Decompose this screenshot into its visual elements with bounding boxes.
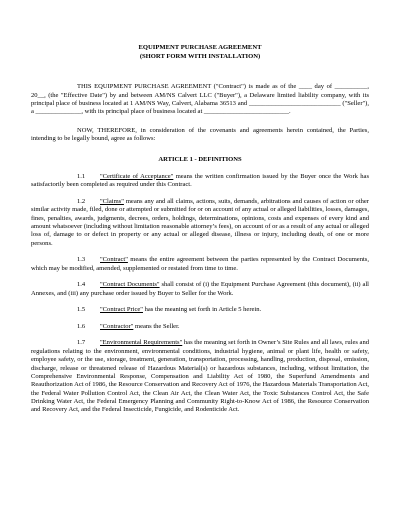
definition-number: 1.7 bbox=[77, 339, 86, 347]
definition-number: 1.3 bbox=[77, 256, 86, 264]
definition-item bbox=[31, 339, 369, 414]
definitions-list bbox=[31, 173, 369, 415]
definition-number: 1.6 bbox=[77, 322, 86, 330]
definition-term: "Contractor" bbox=[100, 322, 134, 330]
definition-term: "Contract" bbox=[100, 256, 128, 264]
definition-term: "Environmental Requirements" bbox=[100, 339, 183, 347]
definition-term: "Certificate of Acceptance" bbox=[100, 172, 174, 180]
document-title bbox=[31, 44, 369, 61]
definition-number: 1.2 bbox=[77, 197, 86, 205]
definition-text: means any and all claims, actions, suits, demands, arbitrations and causes of action or other similar activity made, filed, done or attempted or submitted for or on account of any actual or alleged liabilities, losses, damages, fines, penalties, awards, judgments, decrees, orders, holdings, determinations, opinions, costs and expenses of every kind and amount whatsoever (including without limitation reasonable attorney’s fees), on account of or as a result of any actual or alleged loss of, damage to or defect in property or any actual or alleged disease, illness or injury, including death, of one or more persons. bbox=[31, 197, 369, 247]
definition-item bbox=[31, 256, 369, 273]
definition-text: means the entire agreement between the parties represented by the Contract Documents, which may be modified, amended, supplemented or restated from time to time. bbox=[31, 256, 369, 272]
definition-text: has the meaning set forth in Article 5 herein. bbox=[142, 306, 262, 314]
definition-term: "Contract Price" bbox=[100, 306, 143, 314]
definition-item bbox=[31, 281, 369, 298]
definition-number: 1.4 bbox=[77, 281, 86, 289]
definition-term: "Contract Documents" bbox=[100, 281, 160, 289]
definition-text: shall consist of (i) the Equipment Purchase Agreement (this document), (ii) all Annexes, and (iii) any purchase order issued by Buyer to Seller for the Work. bbox=[31, 281, 369, 297]
definition-item bbox=[31, 173, 369, 190]
definition-term: "Claims" bbox=[100, 197, 124, 205]
title-line-1: EQUIPMENT PURCHASE AGREEMENT bbox=[138, 44, 262, 51]
definition-number: 1.1 bbox=[77, 172, 86, 180]
definition-text: has the meaning set forth in Owner’s Site Rules and all laws, rules and regulations relating to the environment, environmental conditions, industrial hygiene, animal or plant life, health or safety, employee safety, or the use, storage, treatment, generation, transportation, processing, handling, production, disposal, emission, discharge, release or threatened release of Hazardous Material(s) or hazardous substances, including, without limitation, the Comprehensive Environmental Response, Compensation and Liability Act of 1980, the Superfund Amendments and Reauthorization Act of 1986, the Resource Conservation and Recovery Act of 1976, the Hazardous Materials Transportation Act, the Federal Water Pollution Control Act, the Clean Air Act, the Clean Water Act, the Toxic Substances Control Act, the Safe Drinking Water Act, the Federal Emergency Planning and Community Right-to-Know Act of 1986, the Resource Conservation and Recovery Act, and the Federal Insecticide, Fungicide, and Rodenticide Act. bbox=[31, 339, 369, 414]
intro-paragraph: THIS EQUIPMENT PURCHASE AGREEMENT ("Contract") is made as of the ____ day of __________, 20__, (the "Effective Date") by and between AM/NS Calvert LLC ("Buyer"), a Delaware limited liability company, with its principal place of business located at 1 AM/NS Way, Calvert, Alabama 36513 and ____________________________ ("Seller"), a ______________, with its principal place of business located at __________________________. bbox=[31, 83, 369, 116]
definition-text: means the written confirmation issued by the Buyer once the Work has satisfactorily been completed as required under this Contract. bbox=[31, 172, 370, 189]
definition-item bbox=[31, 198, 369, 248]
definition-item bbox=[31, 323, 369, 331]
article-heading: ARTICLE 1 - DEFINITIONS bbox=[158, 156, 242, 164]
title-line-2: (SHORT FORM WITH INSTALLATION) bbox=[139, 52, 261, 60]
definition-number: 1.5 bbox=[77, 306, 86, 314]
definition-text: means the Seller. bbox=[133, 322, 180, 330]
definition-item bbox=[31, 306, 369, 314]
whereas-paragraph: NOW, THEREFORE, in consideration of the covenants and agreements herein contained, the Parties, intending to be legally bound, agree as follows: bbox=[31, 126, 369, 142]
